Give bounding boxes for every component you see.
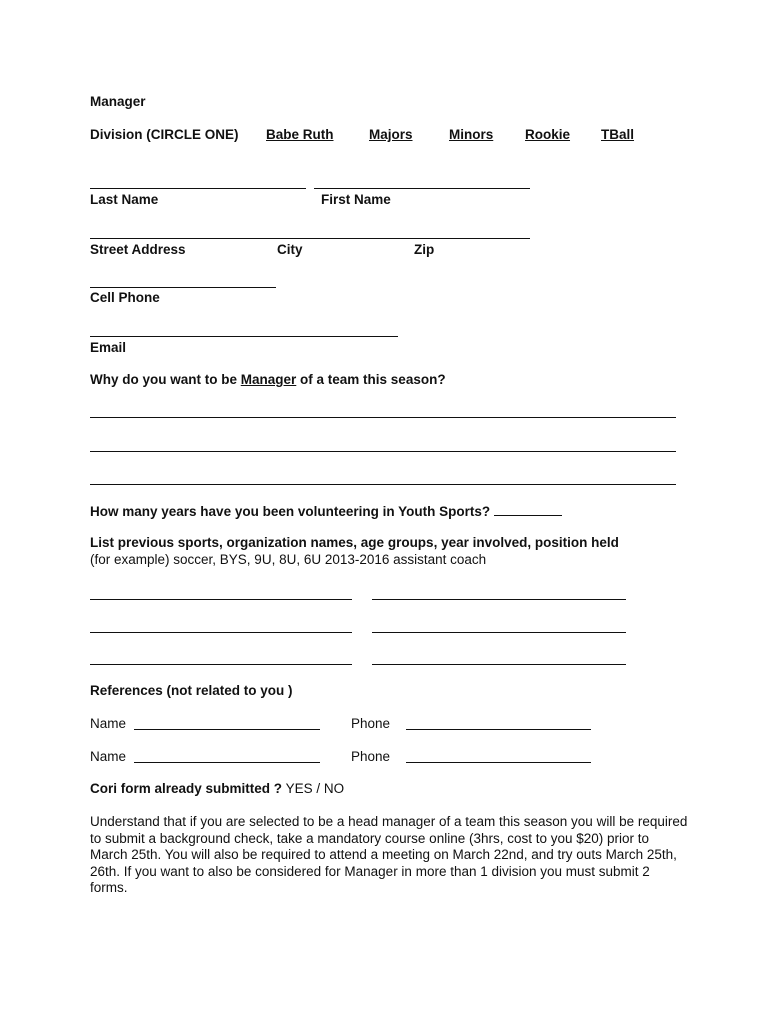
list-heading: List previous sports, organization names, age groups, year involved, position held (90, 535, 619, 550)
division-option-tball[interactable]: TBall (601, 127, 635, 142)
ref-phone-label: Phone (351, 716, 391, 731)
street-address-label: Street Address (90, 242, 186, 257)
sports-history-field[interactable] (372, 632, 626, 633)
division-option-rookie[interactable]: Rookie (525, 127, 571, 142)
why-question (90, 372, 446, 387)
sports-history-field[interactable] (372, 599, 626, 600)
references-heading: References (not related to you ) (90, 683, 293, 698)
address-field[interactable] (90, 238, 530, 239)
why-answer-line[interactable] (90, 417, 676, 418)
years-question-text: How many years have you been volunteering in Youth Sports? (90, 504, 491, 519)
division-option-babe-ruth[interactable]: Babe Ruth (266, 127, 334, 142)
sports-history-field[interactable] (90, 664, 352, 665)
email-label: Email (90, 340, 127, 355)
sports-history-field[interactable] (90, 632, 352, 633)
division-label: Division (CIRCLE ONE) (90, 127, 239, 142)
last-name-field[interactable] (90, 188, 306, 189)
sports-history-field[interactable] (372, 664, 626, 665)
ref-phone-field[interactable] (406, 762, 591, 763)
zip-label: Zip (414, 242, 435, 257)
email-field[interactable] (90, 336, 398, 337)
ref-name-label: Name (90, 716, 127, 731)
why-prefix: Why do you want to be (90, 372, 241, 387)
years-field[interactable] (494, 503, 562, 516)
division-option-minors[interactable]: Minors (449, 127, 494, 142)
first-name-field[interactable] (314, 188, 530, 189)
first-name-label: First Name (321, 192, 391, 207)
sports-history-field[interactable] (90, 599, 352, 600)
why-role: Manager (240, 372, 297, 387)
ref-phone-field[interactable] (406, 729, 591, 730)
role-title: Manager (90, 94, 146, 109)
list-example: (for example) soccer, BYS, 9U, 8U, 6U 2013-2016 assistant coach (90, 552, 487, 567)
years-question (90, 503, 562, 519)
ref-name-label: Name (90, 749, 127, 764)
division-option-majors[interactable]: Majors (369, 127, 413, 142)
notice-paragraph: Understand that if you are selected to be a head manager of a team this season you will be required to submit a background check, take a mandatory course online (3hrs, cost to you $20) prior to March 25th. You will also be required to attend a meeting on March 22nd, and try outs March 25th, 26th. If you want to also be considered for Manager in more than 1 division you must submit 2 forms. (90, 814, 688, 895)
cell-phone-field[interactable] (90, 287, 276, 288)
ref-name-field[interactable] (134, 729, 320, 730)
ref-phone-label: Phone (351, 749, 391, 764)
cori-options[interactable]: YES / NO (285, 781, 345, 796)
ref-name-field[interactable] (134, 762, 320, 763)
cori-question: Cori form already submitted ? (90, 781, 283, 796)
city-label: City (277, 242, 303, 257)
cori-row (90, 781, 344, 796)
last-name-label: Last Name (90, 192, 159, 207)
why-answer-line[interactable] (90, 451, 676, 452)
why-answer-line[interactable] (90, 484, 676, 485)
cell-phone-label: Cell Phone (90, 290, 160, 305)
why-suffix: of a team this season? (296, 372, 446, 387)
